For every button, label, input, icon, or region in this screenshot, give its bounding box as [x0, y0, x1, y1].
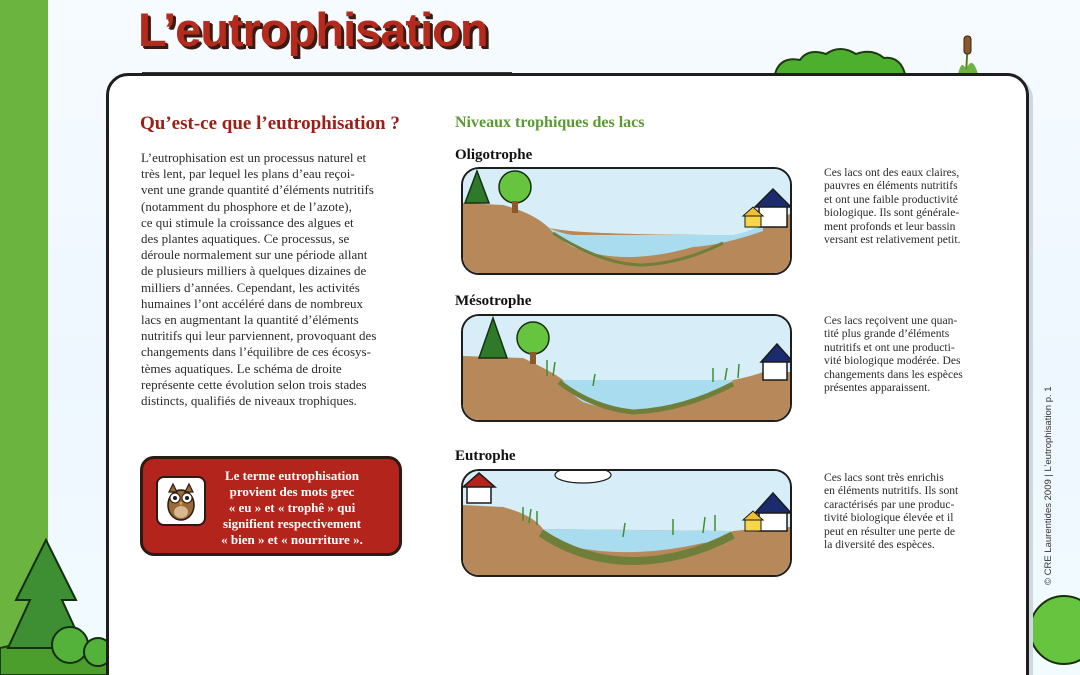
page-title: L’eutrophisation [138, 3, 488, 56]
intro-heading: Qu’est-ce que l’eutrophisation ? [140, 113, 400, 134]
intro-paragraph: L’eutrophisation est un processus naturel et très lent, par lequel les plans d’eau reçoi- vent une grande quantité d’éléments nutritifs (notamment du phosphore et de l’azote), ce qui stimule la croissance des algues et des plantes aquatiques. Ce processus, se déroule normalement sur une période allant de plusieurs milliers à quelques dizaines de milliers d’années. Cependant, les activités humaines l’ont accéléré dans de nombreux lacs en augmentant la quantité d’éléments nutritifs qui leur parviennent, provoquant des changements dans l’équilibre de ces écosys- tèmes aquatiques. Le schéma de droite représente cette évolution selon trois stades distincts, qualifiés de niveaux trophiques. [141, 150, 377, 409]
lake-diagram-oligotrophe [461, 167, 792, 275]
cattail-icon [958, 36, 978, 74]
level-description-mesotrophe: Ces lacs reçoivent une quan- tité plus grande d’éléments nutritifs et ont une producti- vité biologique modérée. Des changements dans les espèces présentes apparaissent. [824, 314, 963, 395]
level-description-oligotrophe: Ces lacs ont des eaux claires, pauvres en éléments nutritifs et ont une faible productivité biologique. Ils sont générale- ment profonds et leur bassin versant est relativement petit. [824, 166, 961, 247]
level-title-mesotrophe: Mésotrophe [455, 293, 532, 309]
level-title-oligotrophe: Oligotrophe [455, 147, 533, 163]
level-description-eutrophe: Ces lacs sont très enrichis en éléments nutritifs. Ils sont caractérisés par une produc- tivité biologique élevée et il peut en résulter une perte de la diversité des espèces. [824, 471, 959, 552]
round-tree-icon [1030, 596, 1080, 664]
lake-diagram-mesotrophe [461, 314, 792, 422]
diagram-heading: Niveaux trophiques des lacs [455, 114, 645, 131]
page-credit: © CRE Laurentides 2009 | L’eutrophisation p. 1 [1043, 386, 1054, 585]
bush-icon [775, 49, 905, 74]
lake-diagram-eutrophe [461, 469, 792, 577]
callout-text: Le terme eutrophisation provient des mots grec « eu » et « trophê » qui signifient respectivement « bien » et « nourriture ». [221, 468, 363, 547]
etymology-callout [140, 456, 402, 556]
level-title-eutrophe: Eutrophe [455, 448, 516, 464]
